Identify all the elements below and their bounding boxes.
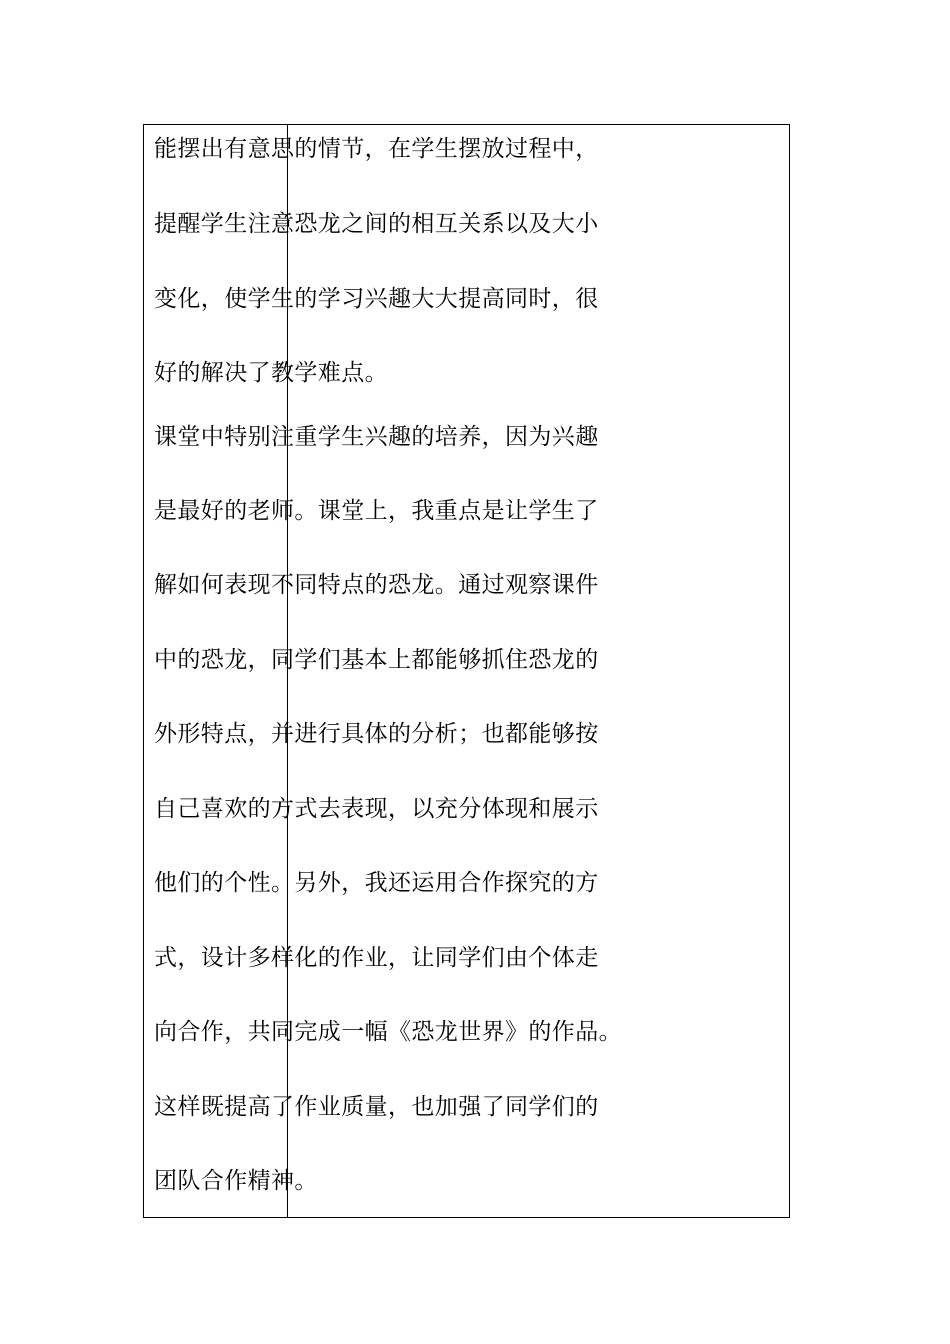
text-line: 是最好的老师。课堂上，我重点是让学生了 bbox=[154, 498, 599, 524]
text-line: 式，设计多样化的作业，让同学们由个体走 bbox=[154, 945, 599, 971]
text-line: 他们的个性。另外，我还运用合作探究的方 bbox=[154, 870, 599, 896]
text-line: 这样既提高了作业质量，也加强了同学们的 bbox=[154, 1094, 599, 1120]
text-line: 课堂中特别注重学生兴趣的培养，因为兴趣 bbox=[154, 424, 599, 450]
text-line: 自己喜欢的方式去表现，以充分体现和展示 bbox=[154, 796, 599, 822]
text-line: 能摆出有意思的情节，在学生摆放过程中， bbox=[154, 136, 599, 162]
text-line: 变化，使学生的学习兴趣大大提高同时，很 bbox=[154, 286, 599, 312]
text-line: 好的解决了教学难点。 bbox=[154, 360, 388, 386]
text-line: 外形特点，并进行具体的分析；也都能够按 bbox=[154, 721, 599, 747]
text-line: 解如何表现不同特点的恐龙。通过观察课件 bbox=[154, 572, 599, 598]
text-line: 团队合作精神。 bbox=[154, 1168, 318, 1194]
text-line: 向合作，共同完成一幅《恐龙世界》的作品。 bbox=[154, 1019, 622, 1045]
text-line: 中的恐龙，同学们基本上都能够抓住恐龙的 bbox=[154, 647, 599, 673]
text-line: 提醒学生注意恐龙之间的相互关系以及大小 bbox=[154, 211, 599, 237]
